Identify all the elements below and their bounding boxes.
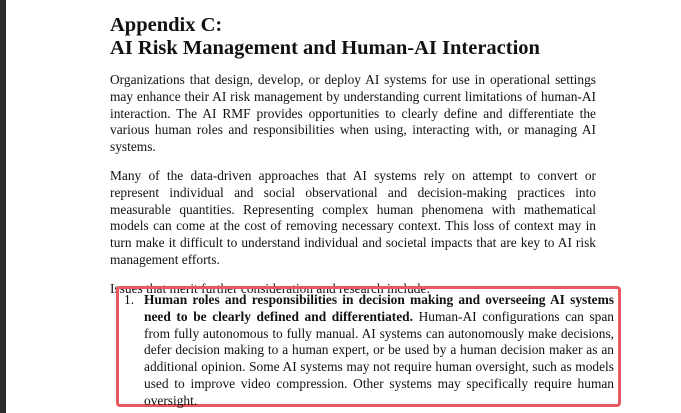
appendix-heading: AI Risk Management and Human-AI Interaction [110,37,540,59]
paragraph-issues-lead: Issues that merit further consideration and research include: [110,280,431,296]
issues-list [124,292,614,410]
appendix-title [110,14,596,60]
list-item [124,292,614,410]
document-page [110,14,596,298]
page-edge-rule [0,0,6,413]
list-item-number: 1. [124,292,135,307]
paragraph-intro: Organizations that design, develop, or deploy AI systems for use in operational settings may enhance their AI risk management by understanding current limitations of human-AI interaction. The AI RMF provides opportunities to clearly define and differentiate the various human roles and responsibilities when using, interacting with, or managing AI systems. [110,72,596,155]
list-item-body: Human-AI configurations can span from fully autonomous to fully manual. AI systems can autonomously make decisions, defer decision making to a human expert, or be used by a human decision maker as an additional opinion. Some AI systems may not require human oversight, such as models used to improve video compression. Other systems may specifically require human oversight. [144,308,615,408]
appendix-label: Appendix C: [110,14,223,36]
list-item-heading: Human roles and responsibilities in decision making and overseeing AI systems need to be clearly defined and differentiated. [144,292,614,324]
paragraph-data-driven: Many of the data-driven approaches that AI systems rely on attempt to convert or represent individual and social observational and decision-making practices into measurable quantities. Representing complex human phenomena with mathematical models can come at the cost of removing necessary context. This loss of context may in turn make it difficult to understand individual and societal impacts that are key to AI risk management efforts. [110,167,596,267]
